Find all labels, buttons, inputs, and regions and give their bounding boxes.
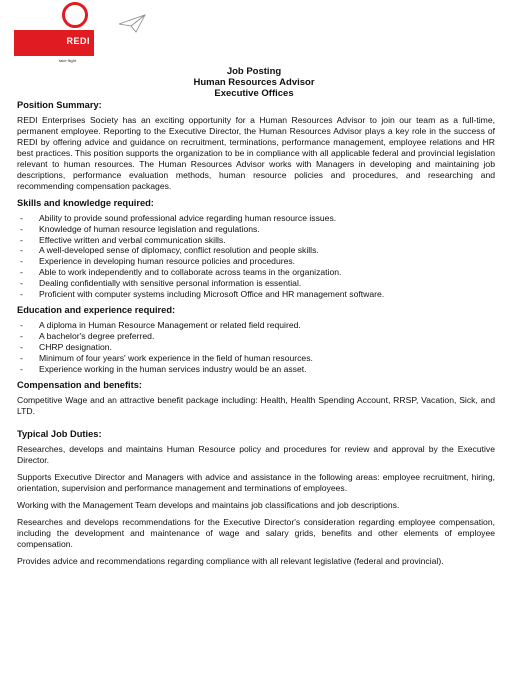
logo-tagline: take flight bbox=[59, 58, 77, 63]
list-item: - Proficient with computer systems including Microsoft Office and HR management software. bbox=[17, 289, 495, 300]
header-department: Executive Offices bbox=[214, 88, 294, 99]
posting-header bbox=[0, 66, 508, 99]
list-item: - Experience working in the human services industry would be an asset. bbox=[17, 364, 495, 375]
paper-plane-icon bbox=[118, 14, 146, 34]
list-item: - Effective written and verbal communication skills. bbox=[17, 235, 495, 246]
duty-paragraph: Researches, develops and maintains Human Resource policy and procedures for review and approval by the Executive Director. bbox=[17, 444, 495, 466]
duty-paragraph: Provides advice and recommendations regarding compliance with all relevant legislative (federal and provincial). bbox=[17, 556, 444, 567]
list-item: - Experience in developing human resource policies and procedures. bbox=[17, 256, 495, 267]
list-item: - A bachelor's degree preferred. bbox=[17, 331, 495, 342]
list-item: - A diploma in Human Resource Management or related field required. bbox=[17, 320, 495, 331]
list-item: - Able to work independently and to collaborate across teams in the organization. bbox=[17, 267, 495, 278]
position-summary-text: REDI Enterprises Society has an exciting opportunity for a Human Resources Advisor to join our team as a full-time, permanent employee. Reporting to the Executive Director, the Human Resources Advisor plays a key role in the success of REDI by offering advice and guidance on recruitment, terminations, performance management, employee relations and HR best practices. This position supports the organization to be in compliance with all applicable federal and provincial legislation relevant to human resources. The Human Resources Advisor works with Managers in developing and maintaining job descriptions, performance evaluation methods, human resource policies and procedures, and researching and recommending compensation packages. bbox=[17, 115, 495, 191]
posting-body bbox=[17, 100, 495, 573]
duty-paragraph: Working with the Management Team develops and maintains job classifications and job descriptions. bbox=[17, 500, 400, 511]
list-item: - Minimum of four years' work experience in the field of human resources. bbox=[17, 353, 495, 364]
duty-paragraph: Researches and develops recommendations for the Executive Director's consideration regarding employee compensation, including the development and maintenance of wage and salary grids, benefits and other elements of employee compensation. bbox=[17, 517, 495, 550]
compensation-title: Compensation and benefits: bbox=[17, 380, 142, 391]
list-item: - A well-developed sense of diplomacy, conflict resolution and people skills. bbox=[17, 245, 495, 256]
skills-list bbox=[17, 213, 495, 299]
list-item: - Dealing confidentially with sensitive personal information is essential. bbox=[17, 278, 495, 289]
education-list bbox=[17, 320, 495, 374]
logo-text: REDI bbox=[66, 36, 90, 46]
position-summary-title: Position Summary: bbox=[17, 100, 102, 110]
list-item: - CHRP designation. bbox=[17, 342, 495, 353]
duties-title: Typical Job Duties: bbox=[17, 429, 102, 440]
duty-paragraph: Supports Executive Director and Managers with advice and assistance in the following areas: employee recruitment, hiring, orientation, supervision and performance management and terminations of employees. bbox=[17, 472, 495, 494]
header-job-posting: Job Posting bbox=[226, 66, 282, 77]
logo-ring-icon bbox=[62, 2, 88, 28]
list-item: - Ability to provide sound professional advice regarding human resource issues. bbox=[17, 213, 495, 224]
list-item: - Knowledge of human resource legislation and regulations. bbox=[17, 224, 495, 235]
compensation-text: Competitive Wage and an attractive benefit package including: Health, Health Spending Account, RRSP, Vacation, Sick, and LTD. bbox=[17, 395, 495, 417]
redi-logo bbox=[14, 14, 94, 63]
header-job-title: Human Resources Advisor bbox=[193, 77, 315, 88]
education-title: Education and experience required: bbox=[17, 305, 176, 316]
skills-title: Skills and knowledge required: bbox=[17, 198, 154, 208]
